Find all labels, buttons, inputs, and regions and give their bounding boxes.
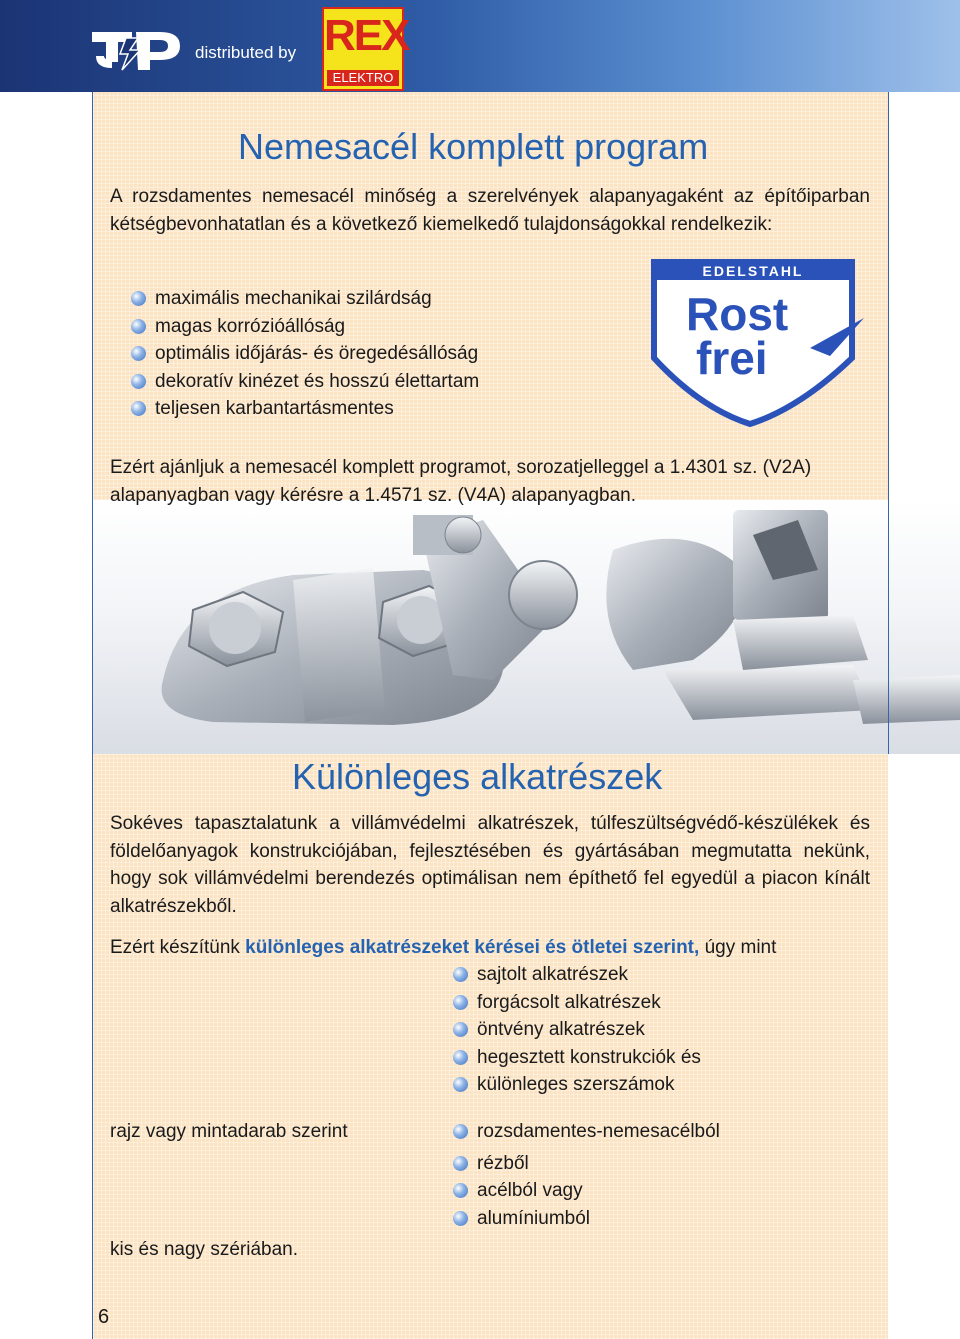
bullet-icon [453,1124,468,1139]
list-item: optimális időjárás- és öregedésállóság [131,340,479,368]
bullet-icon [453,1022,468,1037]
list-item: rézből [453,1150,720,1178]
bullet-icon [131,401,146,416]
list-item: maximális mechanikai szilárdság [131,285,479,313]
list-item: magas korrózióállóság [131,313,479,341]
bullet-icon [453,1077,468,1092]
bullet-icon [131,346,146,361]
offer-highlight: különleges alkatrészeket kérései és ötletei szerint, [245,937,700,958]
list-item: acélból vagy [453,1177,720,1205]
offer-sentence: Ezért készítünk különleges alkatrészeket kérései és ötletei szerint, úgy mint [110,937,777,958]
page-number: 6 [98,1306,110,1328]
distributed-by-label: distributed by [195,43,297,62]
section-title-nemesacel: Nemesacél komplett program [238,126,709,167]
left-margin [0,92,92,1339]
list-item: hegesztett konstrukciók és [453,1044,701,1072]
bullet-icon [131,291,146,306]
bullet-icon [453,1050,468,1065]
kulonleges-intro: Sokéves tapasztalatunk a villámvédelmi alkatrészek, túlfeszültségvédő-készülékek és földelőanyagok konstrukciójában, fejlesztésében és gyártásában megmutatta nekünk, hogy sok villámvédelmi berendezés optimálisan nem építhető fel egyedül a piacon kínált alkatrészekből. [110,813,870,917]
list-item: különleges szerszámok [453,1071,701,1099]
list-item: forgácsolt alkatrészek [453,989,701,1017]
bullet-icon [453,1156,468,1171]
part-types-list [453,961,701,1099]
materials-list [453,1118,720,1232]
right-border-line [888,92,889,754]
list-item: alumíniumból [453,1205,720,1233]
properties-list [131,285,479,423]
section-title-kulonleges: Különleges alkatrészek [292,756,663,797]
bullet-icon [131,374,146,389]
badge-top-text: EDELSTAHL [702,263,804,279]
list-item: öntvény alkatrészek [453,1016,701,1044]
badge-line1-text: Rost [686,288,789,340]
badge-line2-text: frei [696,332,768,384]
basis-text: rajz vagy mintadarab szerint [110,1121,348,1142]
rex-elektro-logo [322,7,409,91]
rex-logo-text: REX [324,11,409,60]
jp-brand-logo [92,28,184,72]
bullet-icon [131,319,146,334]
list-item: dekoratív kinézet és hosszú élettartam [131,368,479,396]
series-text: kis és nagy szériában. [110,1239,298,1260]
elektro-logo-text: ELEKTRO [327,70,399,86]
nemesacel-intro: A rozsdamentes nemesacél minőség a szerelvények alapanyagaként az építőiparban kétségbevonhatatlan és a következő kiemelkedő tulajdonságokkal rendelkezik: [110,186,870,235]
header-banner [0,0,960,92]
list-item: sajtolt alkatrészek [453,961,701,989]
clamp-top [413,515,481,555]
bullet-icon [453,995,468,1010]
bullet-icon [453,1183,468,1198]
rostfrei-badge-logo [650,258,868,428]
bullet-icon [453,1211,468,1226]
list-item: rozsdamentes-nemesacélból [453,1118,720,1146]
bullet-icon [453,967,468,982]
product-photo [93,500,960,754]
list-item: teljesen karbantartásmentes [131,395,479,423]
left-border-line [92,92,93,1339]
recommendation-text: Ezért ajánljuk a nemesacél komplett programot, sorozatjelleggel a 1.4301 sz. (V2A) alapanyagban vagy kérésre a 1.4571 sz. (V4A) alapanyagban. [110,457,812,506]
